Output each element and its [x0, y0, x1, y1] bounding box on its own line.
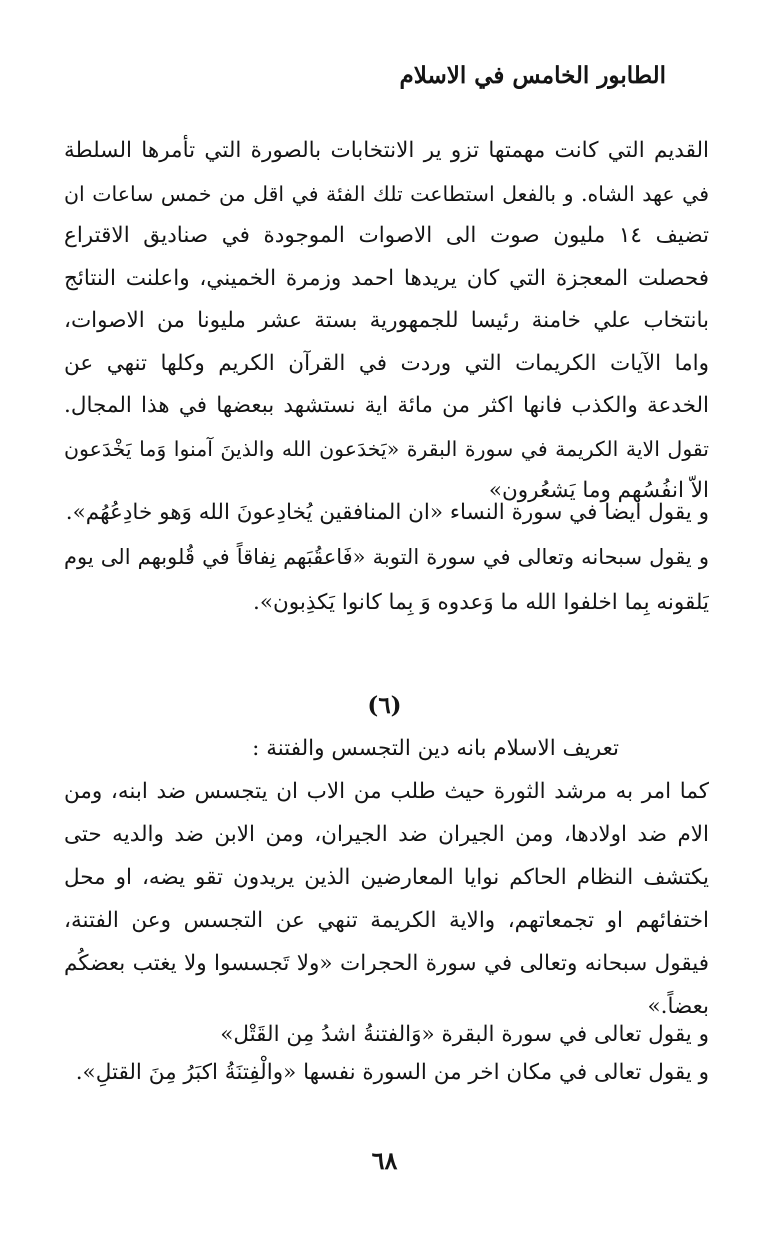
text-line: فحصلت المعجزة التي كان يريدها احمد وزمرة الخميني، واعلنت النتائج [64, 265, 709, 291]
quote-tawba [64, 535, 709, 625]
text-line: تقول الاية الكريمة في سورة البقرة «يَخدَعون الله والذينَ آمنوا وَما يَخْدَعون [64, 436, 709, 461]
text-line: تضيف ١٤ مليون صوت الى الاصوات الموجودة في صناديق الاقتراع [64, 223, 709, 248]
page-number: ٦٨ [371, 1146, 398, 1175]
text-line: كما امر به مرشد الثورة حيث طلب من الاب ان يتجسس ضد ابنه، ومن [64, 779, 709, 804]
section-heading: تعريف الاسلام بانه دين التجسس والفتنة : [252, 736, 619, 761]
section-body [64, 727, 709, 1028]
text-line: القديم التي كانت مهمتها تزو ير الانتخابات بالصورة التي تأمرها السلطة [64, 138, 709, 163]
text-line: الاّ انفُسُهم وما يَشعُرون» [488, 478, 709, 503]
text-line: و يقول تعالى في مكان اخر من السورة نفسها «والْفِتنَةُ اكبَرُ مِنَ القتلِ». [75, 1060, 709, 1085]
text-line: بعضاً.» [647, 994, 709, 1019]
closing-quotes [64, 1016, 709, 1092]
running-header: الطابور الخامس في الاسلام [399, 62, 666, 89]
paragraph-elections [64, 130, 709, 513]
quote-nisa [64, 492, 709, 534]
text-line: و يقول سبحانه وتعالى في سورة التوبة «فَاعقُبَهم نِفاقاً في قُلوبهم الى يوم [64, 545, 709, 569]
text-line: واما الآيات الكريمات التي وردت في القرآن الكريم وكلها تنهي عن [64, 350, 709, 376]
text-line: الام ضد اولادها، ومن الجيران ضد الجيران، ومن الابن ضد والديه حتى [64, 822, 709, 847]
text-line: بانتخاب علي خامنة رئيسا للجمهورية بستة عشر مليونا من الاصوات، [64, 308, 709, 333]
text-line: يَلقونه بِما اخلفوا الله ما وَعدوه وَ بِما كانوا يَكذِبون». [253, 590, 709, 615]
text-line: في عهد الشاه. و بالفعل استطاعت تلك الفئة في اقل من خمس ساعات ان [64, 181, 709, 206]
text-line: و يقول ايضا في سورة النساء «ان المنافقين يُخادِعونَ الله وَهو خادِعُهُم». [65, 500, 709, 525]
text-line: اختفائهم او تجمعاتهم، والاية الكريمة تنهي عن التجسس وعن الفتنة، [64, 908, 709, 933]
text-line: الخدعة والكذب فانها اكثر من مائة اية نستشهد ببعضها في هذا المجال. [64, 393, 709, 418]
section-number: (٦) [367, 692, 402, 719]
text-line: و يقول تعالى في سورة البقرة «وَالفتنةُ اشدُ مِن القَتْل» [220, 1022, 709, 1047]
text-line: يكتشف النظام الحاكم نوايا المعارضين الذين يريدون تقو يضه، او محل [64, 865, 709, 890]
text-line: فيقول سبحانه وتعالى في سورة الحجرات «ولا تَجسسوا ولا يغتب بعضكُم [64, 951, 709, 976]
